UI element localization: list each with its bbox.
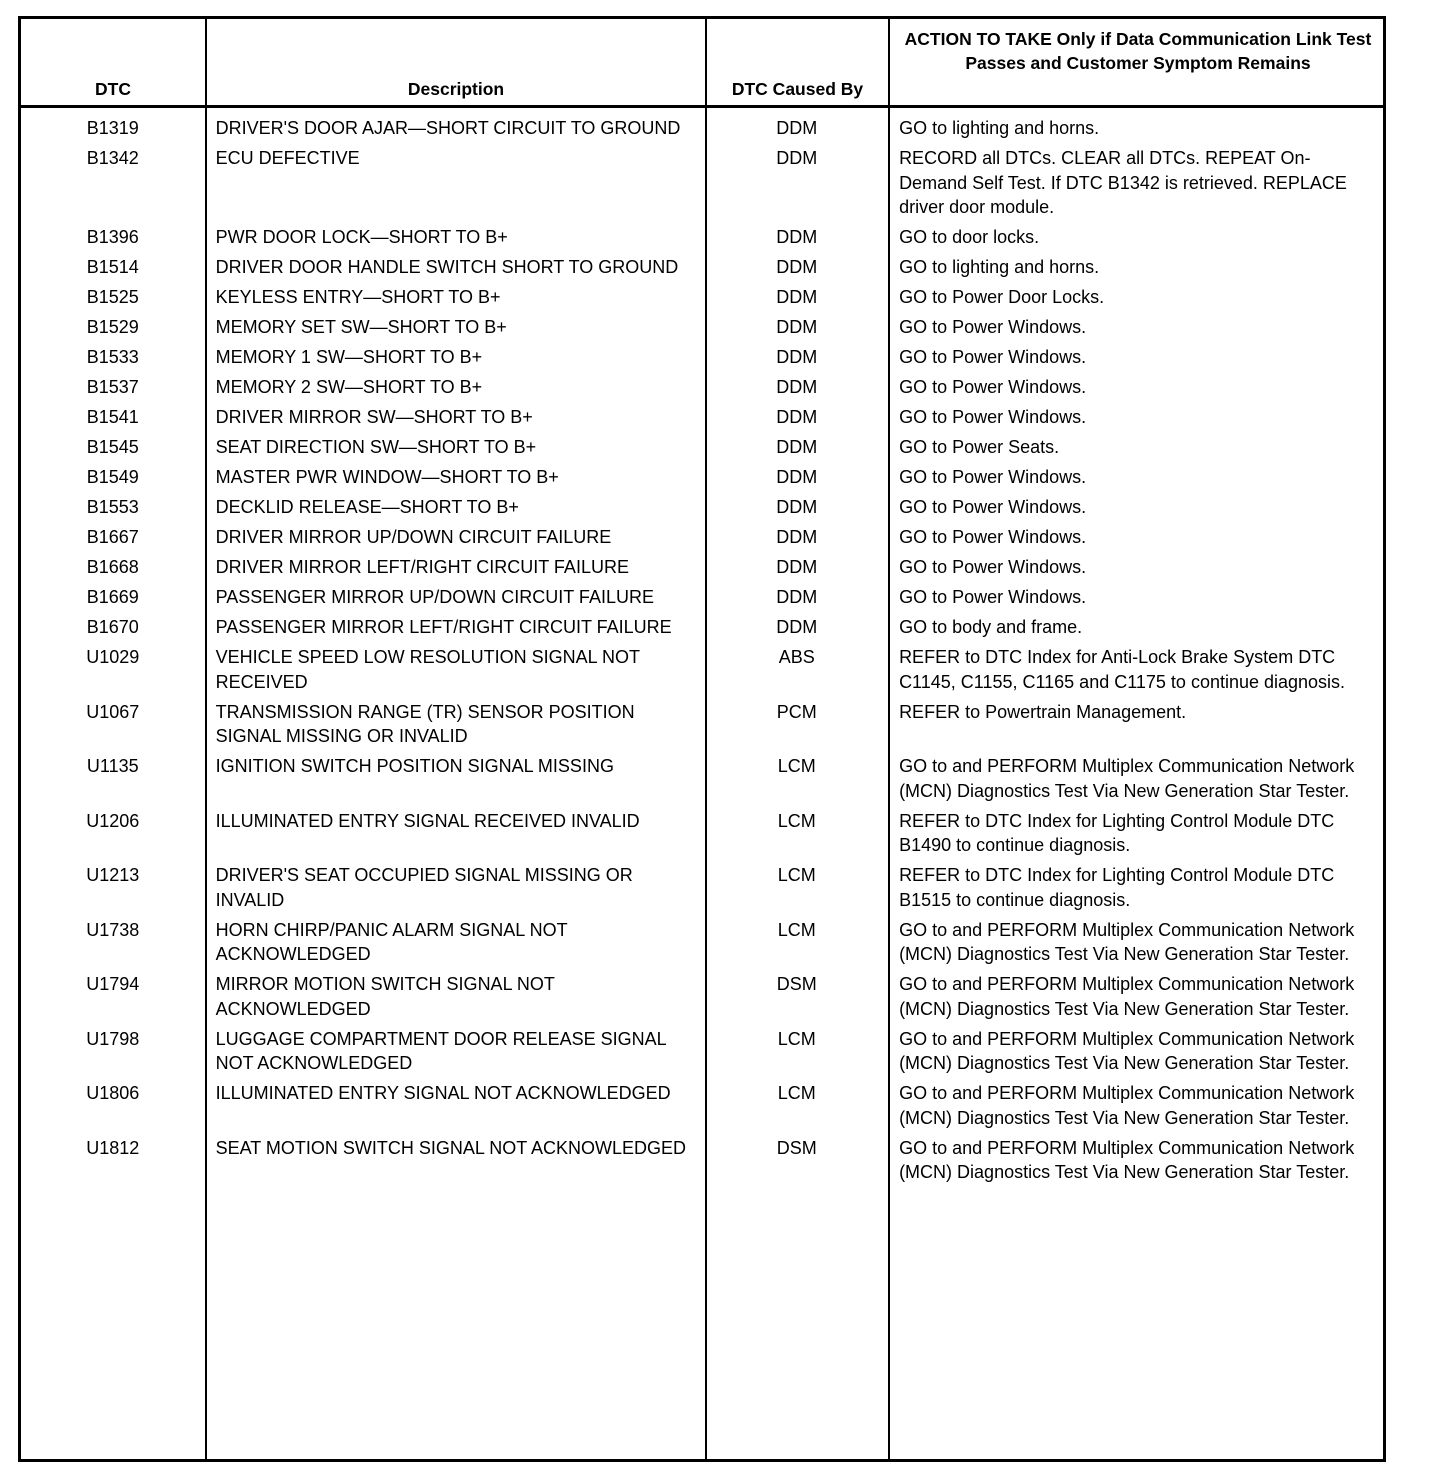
dtc-description: PASSENGER MIRROR LEFT/RIGHT CIRCUIT FAILURE [215,617,672,637]
dtc-caused-by: DSM [776,1137,817,1158]
dtc-code: U1067 [86,701,140,722]
dtc-action: GO to and PERFORM Multiplex Communication Network (MCN) Diagnostics Test Via New Generation Star Tester. [899,1137,1355,1182]
table-row [21,863,1383,918]
dtc-caused-by: DSM [776,974,817,994]
dtc-caused-by: DDM [776,527,818,547]
dtc-caused-by: LCM [777,756,816,776]
dtc-code: U1794 [86,974,140,994]
table-row [21,1027,1383,1082]
dtc-description: MEMORY 1 SW—SHORT TO B+ [215,347,483,367]
dtc-description: LUGGAGE COMPARTMENT DOOR RELEASE SIGNAL NOT ACKNOWLEDGED [215,1028,667,1073]
dtc-caused-by: LCM [777,919,816,940]
dtc-description: PWR DOOR LOCK—SHORT TO B+ [215,227,508,247]
dtc-description: DRIVER MIRROR LEFT/RIGHT CIRCUIT FAILURE [215,557,629,577]
dtc-action: RECORD all DTCs. CLEAR all DTCs. REPEAT On-Demand Self Test. If DTC B1342 is retrieved. REPLACE driver door module. [899,148,1347,217]
dtc-description: MASTER PWR WINDOW—SHORT TO B+ [215,467,559,487]
dtc-caused-by: LCM [777,1028,816,1049]
dtc-description: SEAT DIRECTION SW—SHORT TO B+ [215,437,537,457]
header-dtc: DTC [95,79,131,99]
dtc-description: VEHICLE SPEED LOW RESOLUTION SIGNAL NOT RECEIVED [215,647,640,692]
table-row [21,495,1383,525]
dtc-action: GO to and PERFORM Multiplex Communication Network (MCN) Diagnostics Test Via New Generation Star Tester. [899,974,1355,1019]
dtc-caused-by: DDM [776,557,818,577]
dtc-action: GO to and PERFORM Multiplex Communication Network (MCN) Diagnostics Test Via New Generation Star Tester. [899,919,1355,964]
dtc-code: B1667 [86,527,139,547]
dtc-description: PASSENGER MIRROR UP/DOWN CIRCUIT FAILURE [215,587,654,607]
dtc-description: MEMORY 2 SW—SHORT TO B+ [215,377,483,397]
dtc-code: B1549 [86,467,139,487]
header-caused-by: DTC Caused By [731,79,864,99]
table-row [21,315,1383,345]
dtc-code: U1812 [86,1137,140,1158]
dtc-description: TRANSMISSION RANGE (TR) SENSOR POSITION SIGNAL MISSING OR INVALID [215,701,635,746]
dtc-caused-by: DDM [776,257,818,277]
dtc-code: B1396 [86,227,139,247]
table-row [21,918,1383,973]
dtc-code: U1206 [86,810,140,831]
dtc-description: ILLUMINATED ENTRY SIGNAL NOT ACKNOWLEDGED [215,1083,671,1103]
dtc-action: GO to Power Windows. [899,407,1087,427]
table-row [21,700,1383,755]
table-row [21,754,1383,809]
dtc-code: B1553 [86,497,139,517]
dtc-caused-by: LCM [777,1083,816,1103]
dtc-caused-by: DDM [776,407,818,427]
table-row [21,1081,1383,1136]
dtc-code: U1029 [86,647,140,667]
dtc-caused-by: DDM [776,317,818,337]
dtc-action: GO to Power Windows. [899,587,1087,607]
table-row [21,375,1383,405]
table-row [21,405,1383,435]
table-row [21,285,1383,315]
dtc-caused-by: DDM [776,497,818,517]
dtc-caused-by: DDM [776,617,818,637]
dtc-action: GO to body and frame. [899,617,1083,637]
dtc-description: DECKLID RELEASE—SHORT TO B+ [215,497,519,517]
dtc-code: B1668 [86,557,139,577]
dtc-action: REFER to DTC Index for Lighting Control Module DTC B1490 to continue diagnosis. [899,810,1335,855]
table-row [21,345,1383,375]
dtc-code: B1529 [86,317,139,337]
dtc-table [18,16,1386,1462]
dtc-code: B1342 [86,148,139,168]
dtc-action: GO to Power Door Locks. [899,287,1105,307]
table-row [21,645,1383,700]
table-body [21,116,1383,1190]
dtc-action: GO to and PERFORM Multiplex Communication Network (MCN) Diagnostics Test Via New Generation Star Tester. [899,756,1355,801]
dtc-action: REFER to Powertrain Management. [899,701,1187,722]
table-row [21,146,1383,225]
header-action: ACTION TO TAKE Only if Data Communication Link Test Passes and Customer Symptom Remains [904,29,1372,73]
dtc-action: GO to and PERFORM Multiplex Communication Network (MCN) Diagnostics Test Via New Generation Star Tester. [899,1083,1355,1128]
dtc-code: B1541 [86,407,139,427]
table-row [21,116,1383,146]
dtc-code: U1798 [86,1028,140,1049]
dtc-code: B1670 [86,617,139,637]
dtc-description: MEMORY SET SW—SHORT TO B+ [215,317,507,337]
table-row [21,525,1383,555]
table-row [21,809,1383,864]
dtc-action: GO to lighting and horns. [899,257,1100,277]
dtc-caused-by: LCM [777,865,816,885]
dtc-code: B1537 [86,377,139,397]
dtc-action: GO to Power Windows. [899,557,1087,577]
dtc-description: HORN CHIRP/PANIC ALARM SIGNAL NOT ACKNOWLEDGED [215,919,568,964]
dtc-caused-by: DDM [776,467,818,487]
dtc-description: KEYLESS ENTRY—SHORT TO B+ [215,287,501,307]
dtc-code: U1738 [86,919,140,940]
dtc-caused-by: DDM [776,347,818,367]
dtc-caused-by: ABS [778,647,815,667]
dtc-action: REFER to DTC Index for Anti-Lock Brake System DTC C1145, C1155, C1165 and C1175 to continue diagnosis. [899,647,1346,692]
dtc-description: ILLUMINATED ENTRY SIGNAL RECEIVED INVALID [215,810,640,831]
table-row [21,555,1383,585]
table-row [21,465,1383,495]
dtc-code: B1669 [86,587,139,607]
dtc-action: GO to Power Windows. [899,497,1087,517]
dtc-code: U1135 [86,756,139,776]
dtc-code: U1806 [86,1083,140,1103]
dtc-action: GO to door locks. [899,227,1040,247]
dtc-description: DRIVER MIRROR SW—SHORT TO B+ [215,407,533,427]
dtc-code: B1533 [86,347,139,367]
dtc-action: GO to Power Seats. [899,437,1060,457]
dtc-code: B1319 [86,118,139,138]
dtc-description: IGNITION SWITCH POSITION SIGNAL MISSING [215,756,614,776]
dtc-action: GO to Power Windows. [899,467,1087,487]
dtc-description: SEAT MOTION SWITCH SIGNAL NOT ACKNOWLEDGED [215,1137,686,1158]
dtc-caused-by: DDM [776,377,818,397]
dtc-action: GO to Power Windows. [899,347,1087,367]
dtc-action: GO to Power Windows. [899,377,1087,397]
table-row [21,225,1383,255]
dtc-code: B1545 [86,437,139,457]
dtc-action: GO to Power Windows. [899,527,1087,547]
dtc-caused-by: PCM [776,701,817,722]
dtc-description: DRIVER'S DOOR AJAR—SHORT CIRCUIT TO GROUND [215,118,681,138]
dtc-caused-by: DDM [776,148,818,168]
dtc-caused-by: LCM [777,810,816,831]
dtc-action: GO to Power Windows. [899,317,1087,337]
table-row [21,615,1383,645]
table-row [21,585,1383,615]
header-description: Description [407,79,505,99]
dtc-caused-by: DDM [776,118,818,138]
dtc-caused-by: DDM [776,287,818,307]
dtc-caused-by: DDM [776,587,818,607]
dtc-description: DRIVER MIRROR UP/DOWN CIRCUIT FAILURE [215,527,612,547]
table-row [21,255,1383,285]
dtc-action: GO to and PERFORM Multiplex Communication Network (MCN) Diagnostics Test Via New Generation Star Tester. [899,1028,1355,1073]
dtc-action: REFER to DTC Index for Lighting Control Module DTC B1515 to continue diagnosis. [899,865,1335,910]
table-header [21,19,1383,108]
dtc-description: MIRROR MOTION SWITCH SIGNAL NOT ACKNOWLEDGED [215,974,555,1019]
dtc-description: DRIVER'S SEAT OCCUPIED SIGNAL MISSING OR INVALID [215,865,633,910]
dtc-description: ECU DEFECTIVE [215,148,360,168]
dtc-caused-by: DDM [776,437,818,457]
table-row [21,972,1383,1027]
table-row [21,1136,1383,1191]
dtc-caused-by: DDM [776,227,818,247]
dtc-code: B1514 [86,257,139,277]
table-row [21,435,1383,465]
dtc-code: B1525 [86,287,139,307]
dtc-action: GO to lighting and horns. [899,118,1100,138]
dtc-description: DRIVER DOOR HANDLE SWITCH SHORT TO GROUND [215,257,679,277]
dtc-code: U1213 [86,865,140,885]
